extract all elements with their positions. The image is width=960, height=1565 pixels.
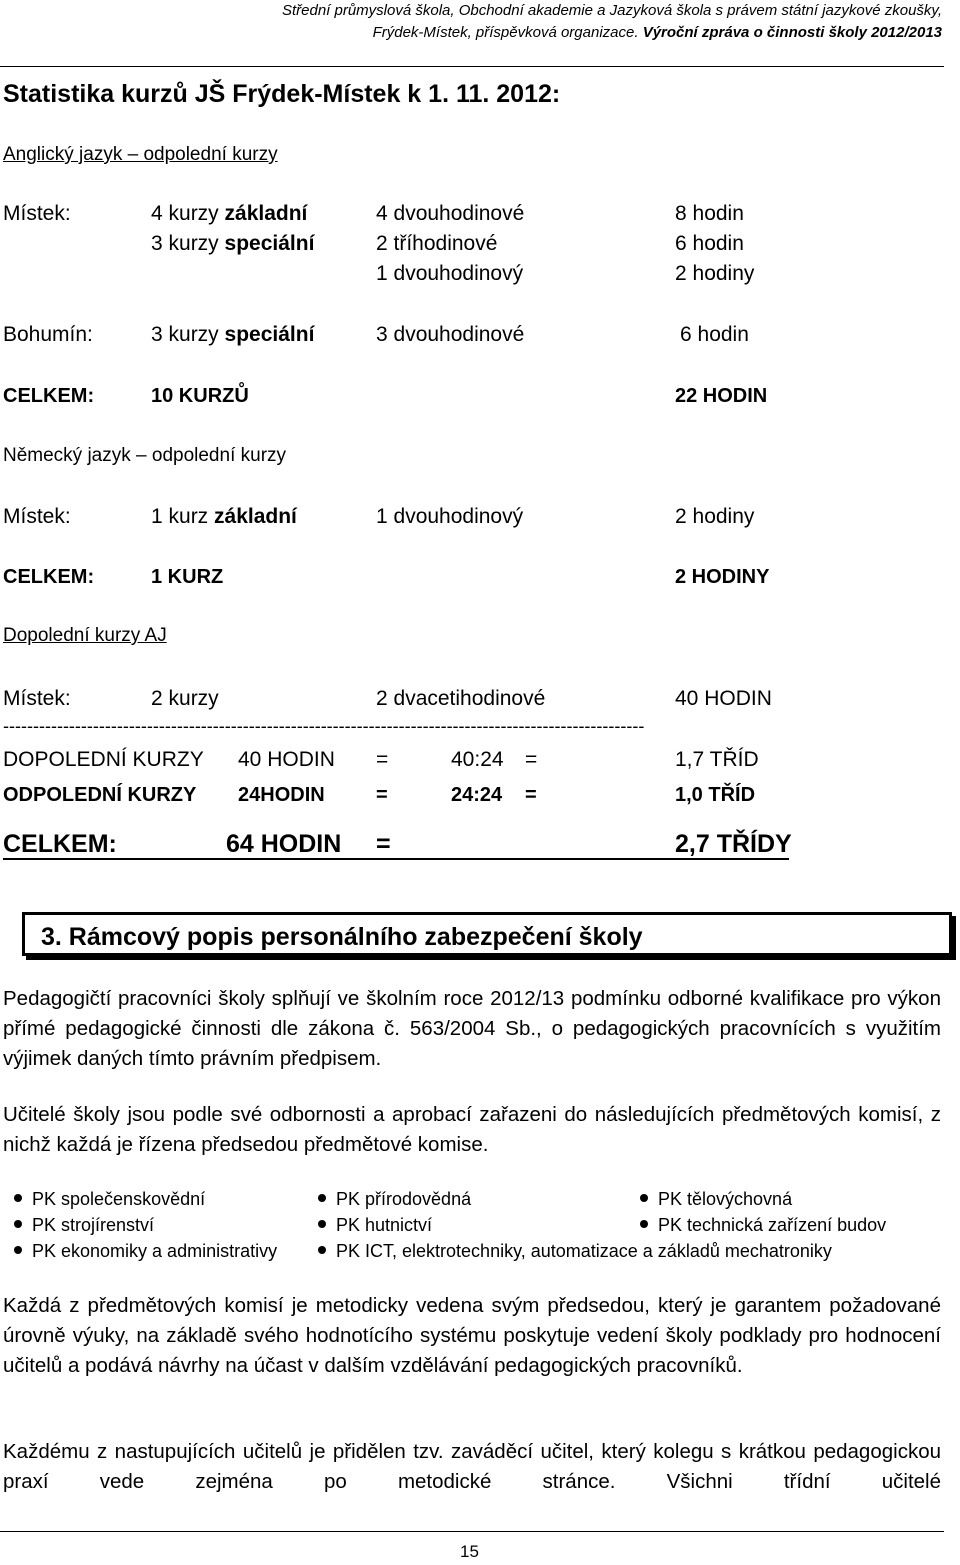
- english-total-courses: 10 KURZŮ: [151, 385, 249, 407]
- english-total-label: CELKEM:: [3, 385, 95, 407]
- page-title: Statistika kurzů JŠ Frýdek-Místek k 1. 11. 2012:: [3, 80, 561, 108]
- committee-item: [318, 1187, 471, 1211]
- header-line-1: Střední průmyslová škola, Obchodní akademie a Jazyková škola s právem státní jazykové zkoušky,: [281, 2, 942, 19]
- calc-2-eq1: =: [376, 784, 388, 806]
- english-bohumin-label: Bohumín:: [3, 323, 93, 346]
- bullet-icon: [14, 1220, 22, 1228]
- committee-label: PK technická zařízení budov: [658, 1215, 887, 1235]
- committee-label: PK tělovýchovná: [658, 1189, 793, 1209]
- dashed-separator: -----------------------------------------------------------------------------------------------------------: [3, 716, 645, 736]
- grand-total-hours: 64 HODIN: [226, 830, 342, 858]
- calc-2-result: 1,0 TŘÍD: [675, 784, 756, 806]
- calc-2-hours: 24HODIN: [238, 784, 325, 806]
- morning-heading: Dopolední kurzy AJ: [3, 625, 167, 646]
- english-bohumin-course: [151, 322, 314, 348]
- bullet-icon: [640, 1194, 648, 1202]
- english-row-1-hours: 8 hodin: [675, 202, 744, 225]
- english-row-2-course: [151, 231, 314, 257]
- section-3-heading: 3. Rámcový popis personálního zabezpečení školy: [41, 923, 643, 951]
- calc-1-eq2: =: [525, 748, 538, 771]
- paragraph-qualification: Pedagogičtí pracovníci školy splňují ve školním roce 2012/13 podmínku odborné kvalifikace pro výkon přímé pedagogické činnosti dle zákona č. 563/2004 Sb., o pedagogických pracovnících s využitím výjimek daných tímto právním předpisem.: [3, 987, 941, 1070]
- english-row-3-hours: 2 hodiny: [675, 262, 755, 285]
- german-total-label: CELKEM:: [3, 566, 95, 588]
- grand-total-underline: [3, 858, 789, 860]
- header-line-2: [373, 22, 942, 44]
- calc-2-label: ODPOLEDNÍ KURZY: [3, 784, 197, 806]
- english-row-2-hours: 6 hodin: [675, 232, 744, 255]
- english-row-1-count: 4 kurzy: [151, 202, 219, 225]
- committee-item: [640, 1213, 886, 1237]
- committee-item: [318, 1213, 432, 1237]
- german-heading: Německý jazyk – odpolední kurzy: [3, 445, 287, 466]
- morning-row-hours: 40 HODIN: [675, 687, 772, 710]
- german-row-course: [151, 504, 297, 530]
- calc-1-label: DOPOLEDNÍ KURZY: [3, 748, 204, 771]
- english-heading: Anglický jazyk – odpolední kurzy: [3, 144, 278, 165]
- german-total-hours: 2 HODINY: [675, 566, 770, 588]
- committee-item: [14, 1187, 205, 1211]
- english-bohumin-type: speciální: [224, 323, 315, 346]
- committee-item: [14, 1239, 277, 1263]
- grand-total-result: 2,7 TŘÍDY: [675, 830, 792, 858]
- page-number: 15: [460, 1542, 479, 1561]
- german-row-lessons: 1 dvouhodinový: [376, 505, 524, 528]
- section-3-heading-box: [22, 912, 952, 956]
- morning-mistek-label: Místek:: [3, 687, 71, 710]
- morning-row-lessons: 2 dvacetihodinové: [376, 687, 546, 710]
- bullet-icon: [14, 1194, 22, 1202]
- german-row-type: základní: [214, 505, 297, 528]
- calc-2-ratio: 24:24: [451, 784, 503, 806]
- bullet-icon: [640, 1220, 648, 1228]
- morning-row-count: 2 kurzy: [151, 687, 219, 710]
- grand-total-eq: =: [376, 830, 391, 858]
- committee-label: PK ICT, elektrotechniky, automatizace a základů mechatroniky: [336, 1241, 832, 1261]
- committee-item: [318, 1239, 832, 1263]
- header-rule: [0, 66, 944, 67]
- committee-label: PK společenskovědní: [32, 1189, 206, 1209]
- calc-1-eq1: =: [376, 748, 389, 771]
- english-row-3-lessons: 1 dvouhodinový: [376, 262, 524, 285]
- header-report-title: Výroční zpráva o činnosti školy 2012/2013: [642, 24, 942, 41]
- german-total-courses: 1 KURZ: [151, 566, 224, 588]
- english-row-1-type: základní: [224, 202, 308, 225]
- calc-2-eq2: =: [525, 784, 537, 806]
- calc-1-hours: 40 HODIN: [238, 748, 335, 771]
- paragraph-committee-leadership: Každá z předmětových komisí je metodicky vedena svým předsedou, který je garantem požadované úrovně výuky, na základě svého hodnotícího systému poskytuje vedení školy podklady pro hodnocení učitelů a podává návrhy na účast v dalším vzdělávání pedagogických pracovníků.: [3, 1294, 941, 1377]
- paragraph-committees: Učitelé školy jsou podle své odbornosti a aprobací zařazeni do následujících předmětových komisí, z nichž každá je řízena předsedou předmětové komise.: [3, 1103, 941, 1156]
- committee-label: PK ekonomiky a administrativy: [32, 1241, 278, 1261]
- grand-total-label: CELKEM:: [3, 830, 117, 858]
- committee-item: [14, 1213, 154, 1237]
- committee-label: PK přírodovědná: [336, 1189, 472, 1209]
- german-row-count: 1 kurz: [151, 505, 209, 528]
- english-row-2-count: 3 kurzy: [151, 232, 219, 255]
- english-row-1-course: [151, 201, 307, 227]
- calc-1-result: 1,7 TŘÍD: [675, 748, 759, 771]
- calc-1-ratio: 40:24: [451, 748, 504, 771]
- german-mistek-label: Místek:: [3, 505, 71, 528]
- committee-item: [640, 1187, 792, 1211]
- committee-label: PK hutnictví: [336, 1215, 433, 1235]
- committee-label: PK strojírenství: [32, 1215, 155, 1235]
- bullet-icon: [318, 1220, 326, 1228]
- english-total-hours: 22 HODIN: [675, 385, 768, 407]
- english-bohumin-count: 3 kurzy: [151, 323, 219, 346]
- header-org: Frýdek-Místek, příspěvková organizace.: [372, 24, 639, 41]
- paragraph-new-teachers: Každému z nastupujících učitelů je přidělen tzv. zaváděcí učitel, který kolegu s krátkou pedagogickou praxí vede zejména po metodické stránce. Všichni třídní učitelé: [3, 1440, 941, 1493]
- english-mistek-label: Místek:: [3, 202, 71, 225]
- english-row-1-lessons: 4 dvouhodinové: [376, 202, 525, 225]
- german-row-hours: 2 hodiny: [675, 505, 755, 528]
- footer-rule: [0, 1531, 944, 1532]
- english-bohumin-hours: 6 hodin: [680, 323, 749, 346]
- english-bohumin-lessons: 3 dvouhodinové: [376, 323, 525, 346]
- bullet-icon: [318, 1246, 326, 1254]
- bullet-icon: [14, 1246, 22, 1254]
- english-row-2-type: speciální: [224, 232, 315, 255]
- english-row-2-lessons: 2 tříhodinové: [376, 232, 498, 255]
- bullet-icon: [318, 1194, 326, 1202]
